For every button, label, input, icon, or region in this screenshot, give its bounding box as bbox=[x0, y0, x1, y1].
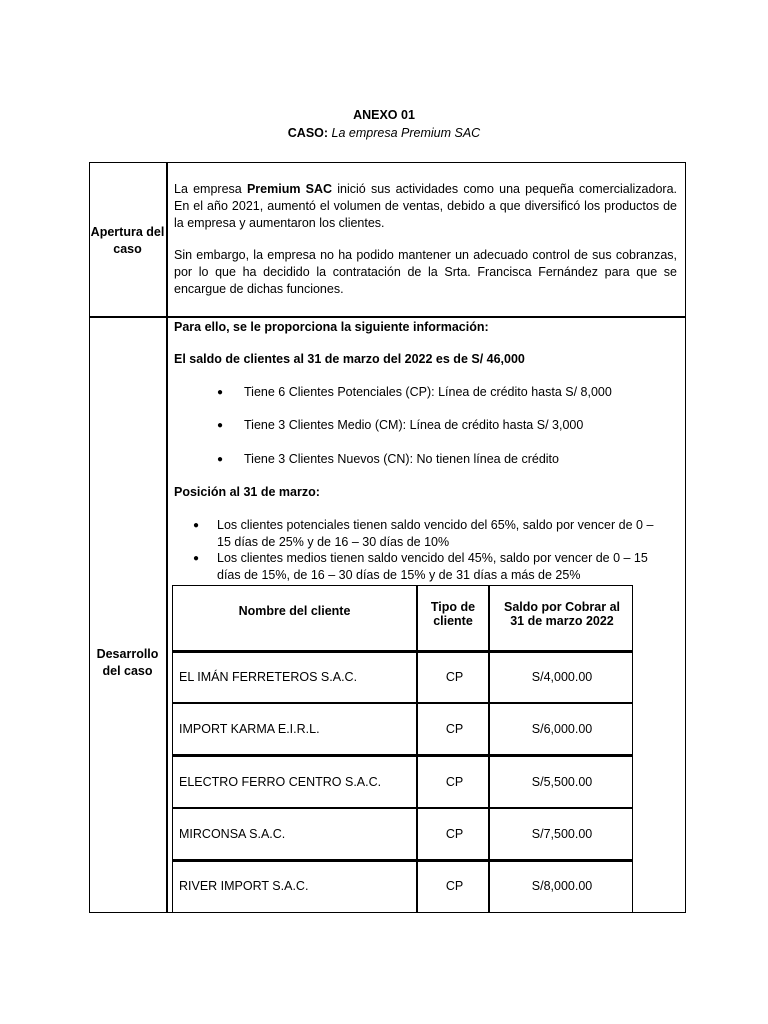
p1-rest: inició sus actividades como una pequeña comercializadora. En el año 2021, aumentó el volumen de ventas, debido a que diversificó los productos de la empresa y aumentaron los clientes. bbox=[174, 182, 678, 230]
case-name: La empresa Premium SAC bbox=[331, 126, 481, 140]
apertura-paragraph-2: Sin embargo, la empresa no ha podido mantener un adecuado control de sus cobranzas, por lo que ha decidido la contratación de la Srta. Francisca Fernández para que se encargue de dichas funciones. bbox=[174, 248, 677, 296]
row-divider bbox=[89, 316, 686, 318]
header-tipo-line2: cliente bbox=[433, 614, 473, 628]
header-tipo bbox=[418, 600, 488, 628]
p1-prefix: La empresa bbox=[174, 182, 247, 196]
table-row-saldo: S/4,000.00 bbox=[531, 670, 593, 684]
bullet-icon: ● bbox=[193, 520, 200, 531]
position-text: Los clientes potenciales tienen saldo vencido del 65%, saldo por vencer de 0 – 15 días de 25% y de 16 – 30 días de 10% bbox=[217, 518, 654, 549]
table-col-divider bbox=[416, 586, 418, 912]
table-row-name: MIRCONSA S.A.C. bbox=[179, 827, 286, 841]
header-saldo bbox=[490, 600, 634, 628]
apertura-label: Apertura del caso bbox=[90, 225, 165, 256]
client-type-text: Tiene 3 Clientes Nuevos (CN): No tienen línea de crédito bbox=[244, 452, 559, 466]
table-row-saldo: S/7,500.00 bbox=[531, 827, 593, 841]
bullet-icon: ● bbox=[217, 387, 224, 398]
position-title: Posición al 31 de marzo: bbox=[174, 485, 320, 499]
table-row-tipo: CP bbox=[445, 879, 464, 893]
desarrollo-intro: Para ello, se le proporciona la siguiente información: bbox=[174, 320, 489, 334]
position-text: Los clientes medios tienen saldo vencido del 45%, saldo por vencer de 0 – 15 días de 15%, de 16 – 30 días de 15% y de 31 días a más de 25% bbox=[217, 551, 648, 582]
table-row-tipo: CP bbox=[445, 827, 464, 841]
table-row-name: IMPORT KARMA E.I.R.L. bbox=[179, 722, 320, 736]
table-row-saldo: S/5,500.00 bbox=[531, 775, 593, 789]
table-row-divider bbox=[173, 754, 632, 757]
header-name: Nombre del cliente bbox=[238, 604, 351, 618]
bullet-icon: ● bbox=[193, 553, 200, 564]
header-saldo-line1: Saldo por Cobrar al bbox=[504, 600, 620, 614]
table-row-name: RIVER IMPORT S.A.C. bbox=[179, 879, 309, 893]
case-title bbox=[0, 126, 768, 140]
bullet-icon: ● bbox=[217, 454, 224, 465]
desarrollo-label: Desarrollo del caso bbox=[96, 647, 159, 678]
table-row-tipo: CP bbox=[445, 670, 464, 684]
apertura-paragraph-1 bbox=[174, 181, 677, 232]
table-row-divider bbox=[173, 807, 632, 809]
column-divider bbox=[166, 162, 168, 913]
saldo-clientes: El saldo de clientes al 31 de marzo del 2022 es de S/ 46,000 bbox=[174, 352, 525, 366]
table-row-tipo: CP bbox=[445, 775, 464, 789]
table-row-divider bbox=[173, 702, 632, 704]
table-row-saldo: S/8,000.00 bbox=[531, 879, 593, 893]
company-name: Premium SAC bbox=[246, 182, 333, 196]
table-row-saldo: S/6,000.00 bbox=[531, 722, 593, 736]
header-tipo-line1: Tipo de bbox=[430, 600, 476, 614]
table-row-tipo: CP bbox=[445, 722, 464, 736]
case-label: CASO: bbox=[287, 126, 329, 140]
client-type-text: Tiene 6 Clientes Potenciales (CP): Línea de crédito hasta S/ 8,000 bbox=[244, 385, 612, 399]
table-header-divider bbox=[173, 650, 632, 653]
table-row-divider bbox=[173, 859, 632, 862]
table-row-name: ELECTRO FERRO CENTRO S.A.C. bbox=[179, 775, 382, 789]
table-row-name: EL IMÁN FERRETEROS S.A.C. bbox=[179, 670, 358, 684]
annex-title: ANEXO 01 bbox=[353, 108, 415, 122]
clients-table bbox=[172, 585, 633, 913]
table-col-divider bbox=[488, 586, 490, 912]
bullet-icon: ● bbox=[217, 420, 224, 431]
header-saldo-line2: 31 de marzo 2022 bbox=[510, 614, 614, 628]
client-type-text: Tiene 3 Clientes Medio (CM): Línea de crédito hasta S/ 3,000 bbox=[244, 418, 584, 432]
